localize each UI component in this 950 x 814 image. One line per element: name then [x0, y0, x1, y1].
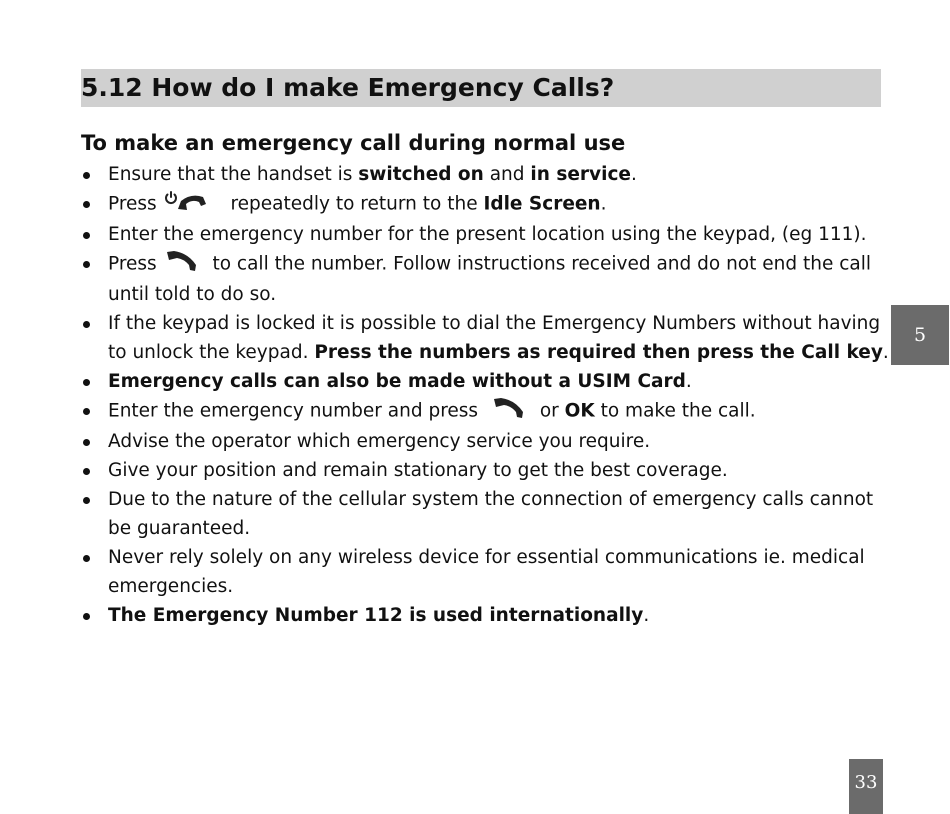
list-item: Due to the nature of the cellular system the connection of emergency calls cannot be guaranteed. [81, 485, 891, 543]
list-item: If the keypad is locked it is possible to dial the Emergency Numbers without having to unlock the keypad. Press the numbers as required then press the Call key. [81, 309, 891, 367]
bullet [83, 261, 90, 268]
bullet [83, 379, 90, 386]
list-item: Press to call the number. Follow instructions received and do not end the call until told to do so. [81, 249, 891, 309]
bullet [83, 321, 90, 328]
instruction-list [81, 160, 891, 630]
list-item: Give your position and remain stationary to get the best coverage. [81, 456, 891, 485]
chapter-tab: 5 [891, 305, 949, 365]
bullet [83, 555, 90, 562]
call-handset-icon [163, 249, 207, 280]
list-item: Enter the emergency number for the present location using the keypad, (eg 111). [81, 220, 891, 249]
page-number: 33 [849, 759, 883, 814]
bullet [83, 439, 90, 446]
bullet [83, 613, 90, 620]
bullet [83, 201, 90, 208]
bullet [83, 408, 90, 415]
list-item: Press repeatedly to return to the Idle Screen. [81, 189, 891, 220]
bullet [83, 468, 90, 475]
list-item: Ensure that the handset is switched on and in service. [81, 160, 891, 189]
bullet [83, 172, 90, 179]
list-item: The Emergency Number 112 is used internationally. [81, 601, 891, 630]
list-item: Never rely solely on any wireless device for essential communications ie. medical emergencies. [81, 543, 891, 601]
section-title-bar [81, 69, 881, 107]
section-title: 5.12 How do I make Emergency Calls? [81, 73, 615, 102]
bullet [83, 497, 90, 504]
bullet [83, 232, 90, 239]
list-item: Emergency calls can also be made without a USIM Card. [81, 367, 891, 396]
call-handset-icon [484, 396, 534, 427]
power-end-call-icon [163, 189, 225, 220]
subheading: To make an emergency call during normal use [81, 131, 626, 155]
list-item: Enter the emergency number and press or OK to make the call. [81, 396, 891, 427]
list-item: Advise the operator which emergency service you require. [81, 427, 891, 456]
